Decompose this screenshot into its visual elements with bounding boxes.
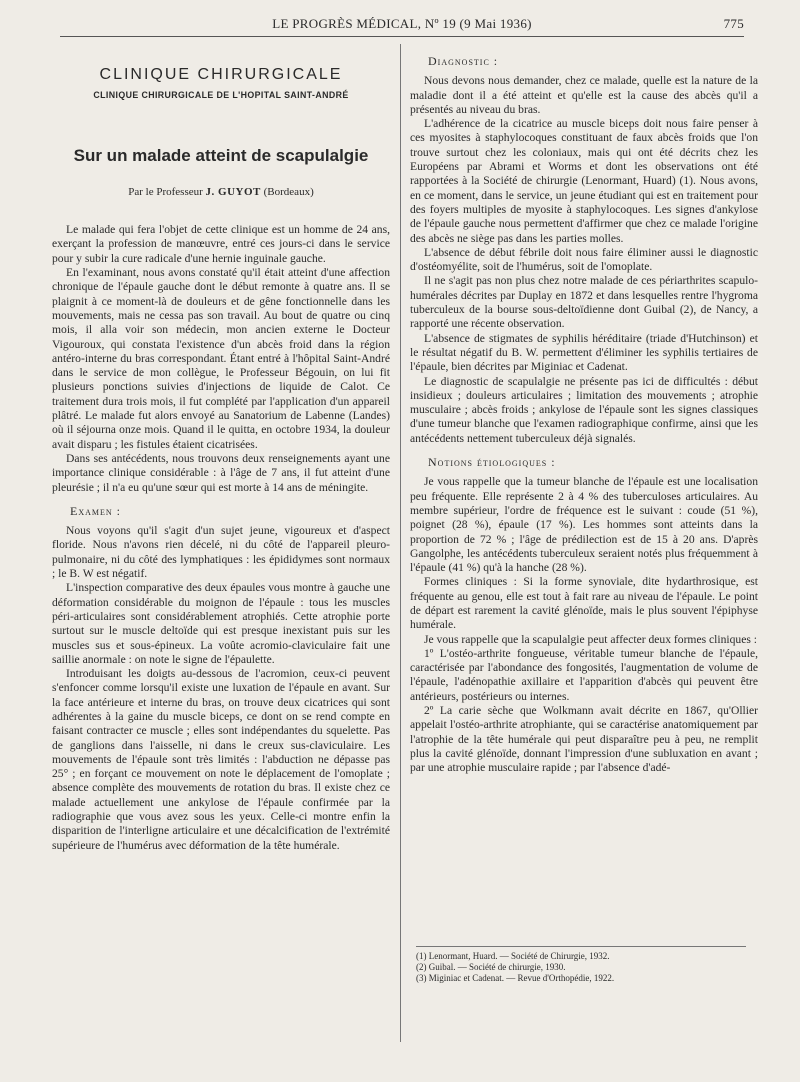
paragraph: 1º L'ostéo-arthrite fongueuse, véritable tumeur blanche de l'épaule, caractérisée par l'abondance des fongosités, l'augmentation de volume de l'épaule, l'adénopathie axillaire et l'apparition d'abcès qui peuvent être antérieurs, postérieurs ou internes.	[410, 646, 758, 703]
section-heading-examen: Examen :	[70, 503, 121, 518]
byline	[52, 185, 390, 199]
paragraph: Nous voyons qu'il s'agit d'un sujet jeune, vigoureux et d'aspect floride. Nous n'avons rien décelé, ni du côté de l'appareil pleuro-pulmonaire, ni du côté des lymphatiques : les épididymes sont normaux ; le B. W est négatif.	[52, 524, 390, 581]
footnotes	[416, 946, 746, 984]
page-number: 775	[723, 16, 744, 31]
paragraph: 2º La carie sèche que Wolkmann avait décrite en 1867, qu'Ollier appelait l'ostéo-arthrite atrophiante, qui se caractérise anatomiquement par l'atrophie de la tête humérale qui peut disparaître peu à peu, ne remplit plus la cavité glénoïde, donnant l'impression d'une subluxation en avant ; par une atrophie musculaire rapide ; par l'absence d'adé-	[410, 704, 758, 775]
paragraph: Introduisant les doigts au-dessous de l'acromion, ceux-ci peuvent s'enfoncer comme lorsqu'il existe une luxation de l'épaule en avant. Sur la face antérieure et interne du bras, on trouve deux cicatrices qui sont adhérentes à la gaine du muscle biceps, ce dont on se rend compte en faisant contracter ce muscle ; elles sont indépendantes du squelette. Pas de ganglions dans l'aisselle, ni dans le creux sus-claviculaire. Les mouvements de l'épaule sont très limités : l'abduction ne dépasse pas 25° ; en forçant ce mouvement on note le déplacement de l'omoplate ; absence complète des mouvements de rotation du bras. Il existe chez ce malade actuellement une ankylose de l'épaule confirmée par la radiographie que vous avez sous les yeux. Celle-ci montre enfin la disparition de l'interligne articulaire et une décalcification de l'extrémité supérieure de l'humérus avec déformation de la tête humérale.	[52, 667, 390, 852]
paragraph: L'inspection comparative des deux épaules vous montre à gauche une déformation considérable du moignon de l'épaule : tous les muscles péri-articulaires sont considérablement atrophiés. Cette atrophie porte surtout sur le muscle deltoïde qui est presque inexistant puis sur les muscles sus et sous-épineux. La voûte acromio-claviculaire fait une saillie anormale : on note le signe de l'épaulette.	[52, 581, 390, 666]
left-column	[52, 50, 390, 853]
paragraph: Dans ses antécédents, nous trouvons deux renseignements ayant une importance clinique considérable : à l'âge de 7 ans, il fut atteint d'une pleurésie ; il n'a eu qu'une sœur qui est morte à 14 ans de méningite.	[52, 451, 390, 494]
footnote: (1) Lenormant, Huard. — Société de Chirurgie, 1932.	[416, 951, 610, 961]
paragraph: L'absence de stigmates de syphilis héréditaire (triade d'Hutchinson) et le résultat négatif du B. W. permettent d'éliminer les syphilis tertiaires de l'épaule, bien décrites par Miginiac et Cadenat.	[410, 331, 758, 374]
paragraph: Je vous rappelle que la tumeur blanche de l'épaule est une localisation peu fréquente. Elle représente 2 à 4 % des tuberculoses articulaires. Au membre supérieur, l'ordre de fréquence est le suivant : coude (51 %), poignet (28 %), épaule (17 %). Les hommes sont atteints dans la proportion de 72 % ; l'âge de prédilection est de 15 à 20 ans. D'après Gangolphe, les antécédents tuberculeux seraient notés plus fréquemment à l'épaule (41 %) qu'à la hanche (28 %).	[410, 475, 758, 575]
paragraph: L'adhérence de la cicatrice au muscle biceps doit nous faire penser à ces myosites à staphylocoques constituant de faux abcès froids que l'on trouve surtout chez les coloniaux, mais qui ont été décrits chez les Européens par Abrami et Worms et dont les observations ont été rapportées à la Société de chirurgie (Lenormant, Huard) (1). Nous avons, en ce moment, dans le service, un jeune étudiant qui est en traitement pour des foyers multiples de myosite à staphylocoques. Les signes d'ankylose de l'épaule gauche nous permettent d'affirmer que chez ce malade l'origine des abcès ne siège pas dans les parties molles.	[410, 117, 758, 245]
byline-prefix: Par le Professeur	[128, 185, 206, 198]
byline-author: J. GUYOT	[205, 185, 261, 198]
column-divider	[400, 44, 401, 1042]
paragraph: Je vous rappelle que la scapulalgie peut affecter deux formes cliniques :	[424, 632, 757, 646]
clinic-subtitle: CLINIQUE CHIRURGICALE DE L'HOPITAL SAINT-ANDRÉ	[93, 90, 349, 101]
paragraph: Nous devons nous demander, chez ce malade, quelle est la nature de la maladie dont il a été atteint et qu'elle est la cause des abcès qu'il a présentés au niveau du bras.	[410, 74, 758, 116]
paragraph: Le diagnostic de scapulalgie ne présente pas ici de difficultés : début insidieux ; douleurs articulaires ; limitation des mouvements ; atrophie musculaire ; abcès froids ; ankylose de l'épaule sont les signes classiques d'une tumeur blanche que l'examen radiographique confirme, ainsi que les antécédents nettement tuberculeux déjà signalés.	[410, 374, 758, 445]
running-header	[60, 14, 744, 37]
section-heading-diagnostic: Diagnostic :	[428, 54, 499, 68]
journal-title: LE PROGRÈS MÉDICAL, Nº 19 (9 Mai 1936)	[272, 16, 532, 31]
paragraph: Il ne s'agit pas non plus chez notre malade de ces périarthrites scapulo-humérales décrites par Duplay en 1872 et dans lesquelles rentre l'hygroma tuberculeux de la bourse sous-deltoïdienne dont Guibal (2), de Nancy, a rapporté une récente observation.	[410, 274, 758, 331]
paragraph: En l'examinant, nous avons constaté qu'il était atteint d'une affection chronique de l'épaule gauche dont le début remonte à quatre ans. Il se plaignit à ce moment-là de douleurs et de gêne fonctionnelle dans les mouvements, mais ne cessa pas son travail. Au bout de quatre ou cinq mois, il alla voir son médecin, mon ancien externe le Docteur Vigouroux, qui constata l'existence d'un abcès froid dans la région antéro-interne du bras correspondant. Étant entré à l'hôpital Saint-André dans le service de mon collègue, le Professeur Bégouin, on lui fit plusieurs ponctions suivies d'injections de liquide de Calot. Ce traitement dura trois mois, il fut complété par l'application d'un appareil plâtré. Le malade fut alors envoyé au Sanatorium de Labenne (Landes) où il séjourna onze mois. Quand il le quitta, en octobre 1934, la douleur avait disparu ; les fistules étaient cicatrisées.	[52, 266, 390, 451]
clinic-title: CLINIQUE CHIRURGICALE	[99, 66, 343, 83]
byline-suffix: (Bordeaux)	[260, 185, 314, 198]
paragraph: Formes cliniques : Si la forme synoviale, dite hydarthrosique, est fréquente au genou, elle est tout à fait rare au niveau de l'épaule. Le point de départ est rarement la cavité glénoïde, mais le plus souvent l'épiphyse humérale.	[410, 575, 758, 632]
paragraph: L'absence de début fébrile doit nous faire éliminer aussi le diagnostic d'ostéomyélite, soit de l'humérus, soit de l'omoplate.	[410, 245, 758, 274]
article-title: Sur un malade atteint de scapulalgie	[73, 145, 369, 165]
paragraph: Le malade qui fera l'objet de cette clinique est un homme de 24 ans, exerçant la profession de manœuvre, entré ces jours-ci dans le service pour y subir la cure radicale d'une hernie inguinale gauche.	[52, 223, 390, 265]
footnote: (2) Guibal. — Société de chirurgie, 1930.	[416, 962, 566, 972]
footnote: (3) Miginiac et Cadenat. — Revue d'Orthopédie, 1922.	[416, 973, 615, 983]
section-heading-notions: Notions étiologiques :	[428, 455, 556, 470]
right-column	[410, 50, 758, 776]
